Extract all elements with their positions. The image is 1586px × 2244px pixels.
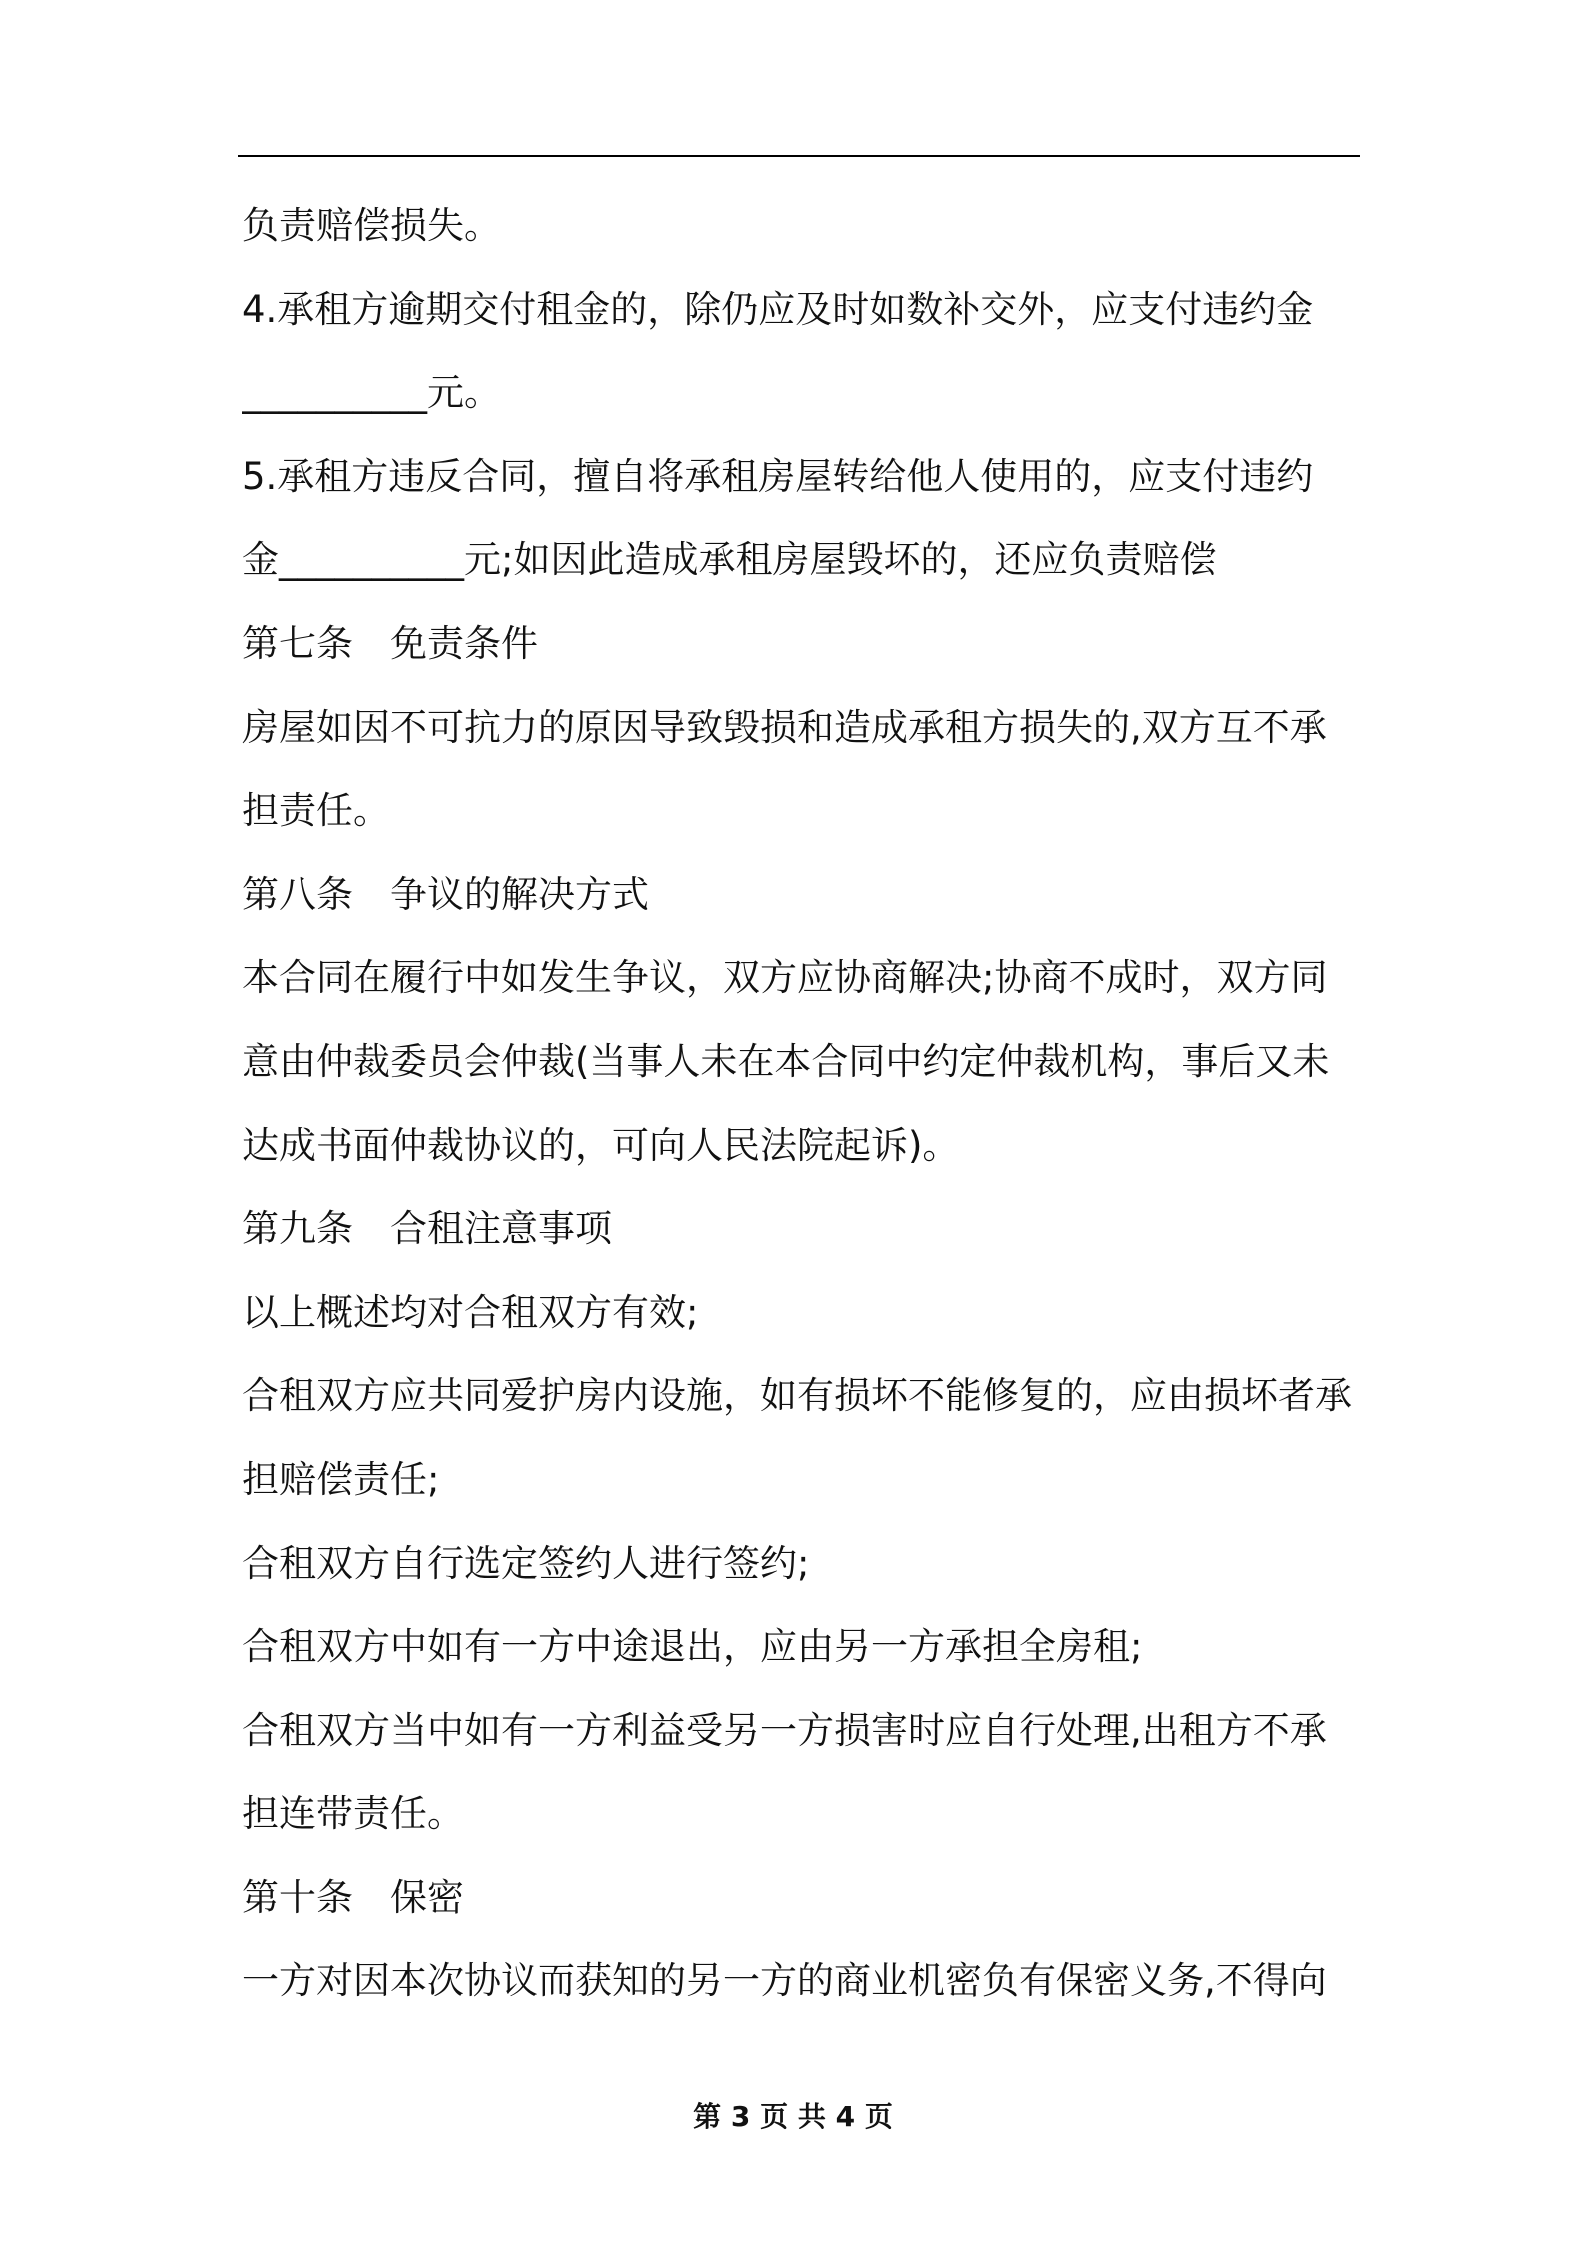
body-line: 担责任。 — [242, 789, 390, 833]
section-heading: 第九条 合租注意事项 — [242, 1207, 612, 1251]
body-line: 合租双方中如有一方中途退出，应由另一方承担全房租; — [242, 1625, 1143, 1669]
body-line: __________元。 — [242, 371, 501, 415]
body-line: 合租双方应共同爱护房内设施，如有损坏不能修复的，应由损坏者承 — [242, 1374, 1352, 1418]
body-line: 合租双方自行选定签约人进行签约; — [242, 1541, 810, 1585]
body-line: 担赔偿责任; — [242, 1457, 440, 1501]
body-line: 金__________元;如因此造成承租房屋毁坏的，还应负责赔偿 — [242, 538, 1217, 582]
body-line: 本合同在履行中如发生争议，双方应协商解决;协商不成时，双方同 — [242, 956, 1328, 1000]
body-line: 达成书面仲裁协议的，可向人民法院起诉)。 — [242, 1123, 960, 1167]
section-heading: 第八条 争议的解决方式 — [242, 872, 649, 916]
section-heading: 第十条 保密 — [242, 1875, 464, 1919]
body-line: 一方对因本次协议而获知的另一方的商业机密负有保密义务,不得向 — [242, 1959, 1327, 2003]
body-line: 以上概述均对合租双方有效; — [242, 1290, 699, 1334]
body-line: 负责赔偿损失。 — [242, 204, 501, 247]
page-number-footer: 第 3 页 共 4 页 — [693, 2100, 893, 2133]
document-body — [242, 184, 1362, 2023]
body-line: 合租双方当中如有一方利益受另一方损害时应自行处理,出租方不承 — [242, 1708, 1327, 1752]
section-heading: 第七条 免责条件 — [242, 621, 538, 665]
body-line: 担连带责任。 — [242, 1792, 464, 1836]
body-line: 4.承租方逾期交付租金的，除仍应及时如数补交外，应支付违约金 — [242, 287, 1314, 331]
body-line: 意由仲裁委员会仲裁(当事人未在本合同中约定仲裁机构，事后又未 — [242, 1039, 1330, 1083]
header-rule — [238, 155, 1360, 157]
body-line: 房屋如因不可抗力的原因导致毁损和造成承租方损失的,双方互不承 — [242, 705, 1327, 749]
body-line: 5.承租方违反合同，擅自将承租房屋转给他人使用的，应支付违约 — [242, 454, 1314, 498]
